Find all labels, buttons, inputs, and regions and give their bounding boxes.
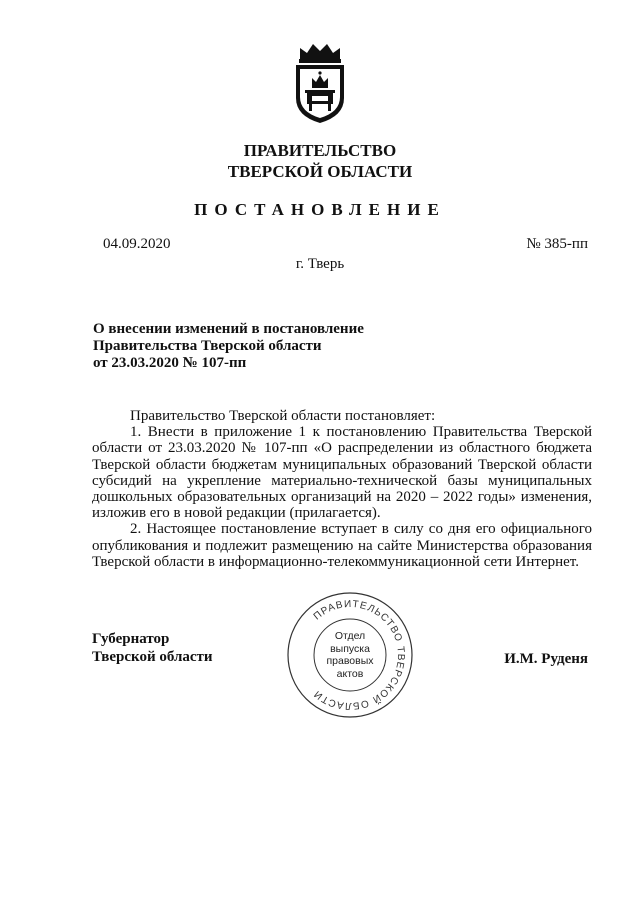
document-number: № 385-пп: [526, 236, 588, 252]
body-item-1: 1. Внести в приложение 1 к постановлению Правительства Тверской области от 23.03.2020 № 107-пп «О распределении из областного бюджета Тверской области бюджетам муниципальных образований Тверской области субсидий на укрепление материально-технической базы муниципальных дошкольных образовательных организаций на 2020 – 2022 годы» изменения, изложив его в новой редакции (прилагается).: [92, 424, 592, 522]
stamp-center-line1: Отдел: [334, 630, 366, 642]
document-type: ПОСТАНОВЛЕНИЕ: [194, 200, 446, 219]
stamp-center-line4: актов: [336, 667, 364, 680]
stamp-center-line3: правовых: [326, 655, 374, 667]
signatory-title-line1: Губернатор: [92, 631, 170, 647]
government-title-line1: ПРАВИТЕЛЬСТВО: [243, 141, 397, 160]
document-body: [92, 408, 592, 570]
subject-line1: О внесении изменений в постановление: [93, 321, 364, 337]
government-title: [0, 140, 640, 182]
signatory-title-line2: Тверской области: [92, 649, 213, 665]
subject-line3: от 23.03.2020 № 107-пп: [93, 355, 247, 371]
document-date: 04.09.2020: [103, 236, 171, 252]
tver-coat-of-arms-icon: [290, 40, 350, 125]
stamp-center-line2: выпуска: [330, 642, 370, 655]
document-city: г. Тверь: [295, 256, 345, 272]
signatory-title: [92, 630, 213, 666]
document-subject: [93, 321, 453, 372]
subject-line2: Правительства Тверской области: [93, 338, 322, 354]
signatory-name: И.М. Руденя: [504, 651, 588, 667]
stamp-ring-text: ПРАВИТЕЛЬСТВО ТВЕРСКОЙ ОБЛАСТИ: [311, 598, 407, 712]
government-title-line2: ТВЕРСКОЙ ОБЛАСТИ: [227, 162, 413, 181]
body-item-2: 2. Настоящее постановление вступает в силу со дня его официального опубликования и подлежит размещению на сайте Министерства образования Тверской области в информационно-телекоммуникационной сети Интернет.: [92, 521, 592, 570]
body-intro: Правительство Тверской области постановляет:: [130, 408, 436, 424]
stamp-center-text: [305, 630, 395, 680]
